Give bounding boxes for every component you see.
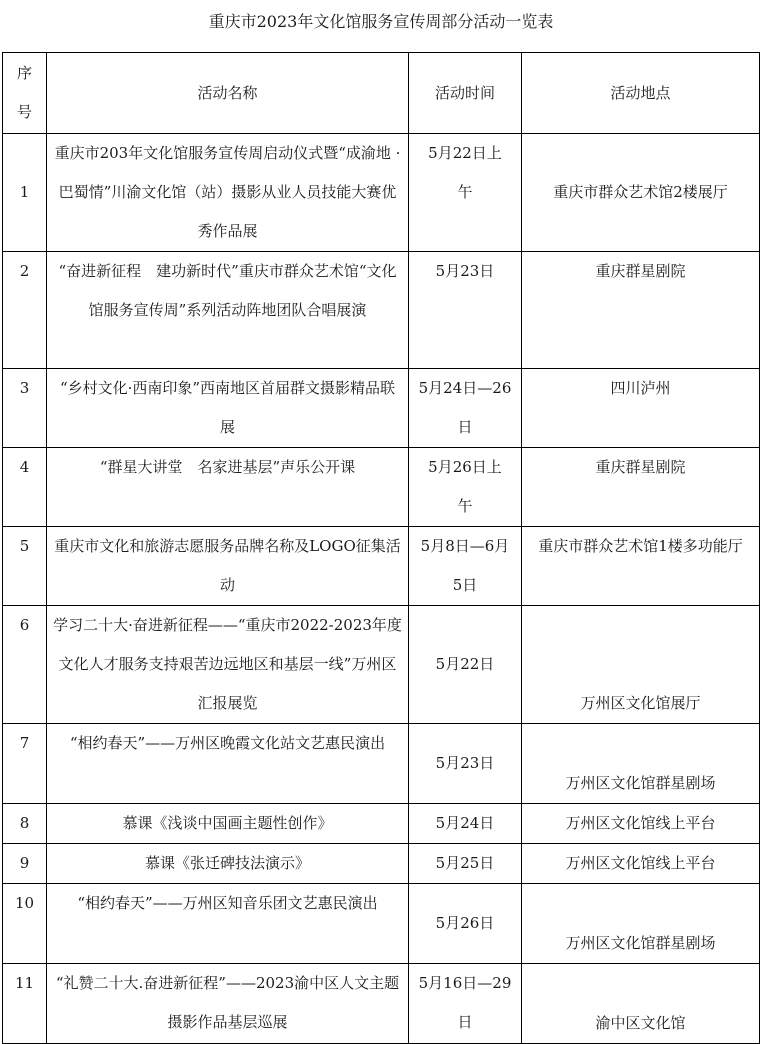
row-place: 四川泸州 xyxy=(522,369,760,448)
row-time: 5月8日—6月5日 xyxy=(409,527,522,606)
table-row xyxy=(3,884,760,964)
row-time: 5月22日 xyxy=(409,606,522,724)
row-time: 5月26日 xyxy=(409,884,522,964)
header-time: 活动时间 xyxy=(409,53,522,134)
row-time: 5月24日 xyxy=(409,804,522,844)
table-row xyxy=(3,606,760,724)
row-place: 万州区文化馆展厅 xyxy=(522,606,760,724)
table-row xyxy=(3,252,760,369)
row-time: 5月22日上午 xyxy=(409,134,522,252)
table-row xyxy=(3,964,760,1044)
table-header-row xyxy=(3,53,760,134)
header-name: 活动名称 xyxy=(47,53,409,134)
row-place: 重庆市群众艺术馆1楼多功能厅 xyxy=(522,527,760,606)
row-num: 1 xyxy=(3,134,47,252)
row-name: 重庆市文化和旅游志愿服务品牌名称及LOGO征集活动 xyxy=(47,527,409,606)
row-time: 5月24日—26日 xyxy=(409,369,522,448)
table-row xyxy=(3,724,760,804)
row-num: 9 xyxy=(3,844,47,884)
row-place: 万州区文化馆线上平台 xyxy=(522,844,760,884)
row-name: “相约春天”——万州区晚霞文化站文艺惠民演出 xyxy=(47,724,409,804)
header-place: 活动地点 xyxy=(522,53,760,134)
header-num: 序号 xyxy=(3,53,47,134)
row-num: 4 xyxy=(3,448,47,527)
row-name: “乡村文化·西南印象”西南地区首届群文摄影精品联展 xyxy=(47,369,409,448)
row-time: 5月25日 xyxy=(409,844,522,884)
activity-table xyxy=(2,52,760,1044)
row-num: 7 xyxy=(3,724,47,804)
row-num: 3 xyxy=(3,369,47,448)
row-time: 5月16日—29日 xyxy=(409,964,522,1044)
row-time: 5月26日上午 xyxy=(409,448,522,527)
page-title: 重庆市2023年文化馆服务宣传周部分活动一览表 xyxy=(208,12,554,31)
table-row xyxy=(3,527,760,606)
row-num: 5 xyxy=(3,527,47,606)
table-row xyxy=(3,448,760,527)
row-name: “礼赞二十大.奋进新征程”——2023渝中区人文主题摄影作品基层巡展 xyxy=(47,964,409,1044)
row-name: 慕课《张迁碑技法演示》 xyxy=(47,844,409,884)
row-num: 10 xyxy=(3,884,47,964)
row-place: 重庆群星剧院 xyxy=(522,252,760,369)
row-place: 万州区文化馆群星剧场 xyxy=(522,884,760,964)
table-row xyxy=(3,844,760,884)
row-place: 渝中区文化馆 xyxy=(522,964,760,1044)
row-name: “相约春天”——万州区知音乐团文艺惠民演出 xyxy=(47,884,409,964)
row-place: 重庆群星剧院 xyxy=(522,448,760,527)
row-num: 8 xyxy=(3,804,47,844)
row-time: 5月23日 xyxy=(409,252,522,369)
row-name: 慕课《浅谈中国画主题性创作》 xyxy=(47,804,409,844)
row-name: 重庆市203年文化馆服务宣传周启动仪式暨“成渝地 ·巴蜀情”川渝文化馆（站）摄影从业人员技能大赛优秀作品展 xyxy=(47,134,409,252)
table-row xyxy=(3,134,760,252)
row-time: 5月23日 xyxy=(409,724,522,804)
table-row xyxy=(3,369,760,448)
row-num: 2 xyxy=(3,252,47,369)
row-place: 万州区文化馆线上平台 xyxy=(522,804,760,844)
row-num: 11 xyxy=(3,964,47,1044)
table-row xyxy=(3,804,760,844)
row-name: “群星大讲堂 名家进基层”声乐公开课 xyxy=(47,448,409,527)
row-name: 学习二十大·奋进新征程——“重庆市2022-2023年度文化人才服务支持艰苦边远地区和基层一线”万州区汇报展览 xyxy=(47,606,409,724)
row-place: 重庆市群众艺术馆2楼展厅 xyxy=(522,134,760,252)
row-name: “奋进新征程 建功新时代”重庆市群众艺术馆“文化馆服务宣传周”系列活动阵地团队合唱展演 xyxy=(47,252,409,369)
row-place: 万州区文化馆群星剧场 xyxy=(522,724,760,804)
row-num: 6 xyxy=(3,606,47,724)
